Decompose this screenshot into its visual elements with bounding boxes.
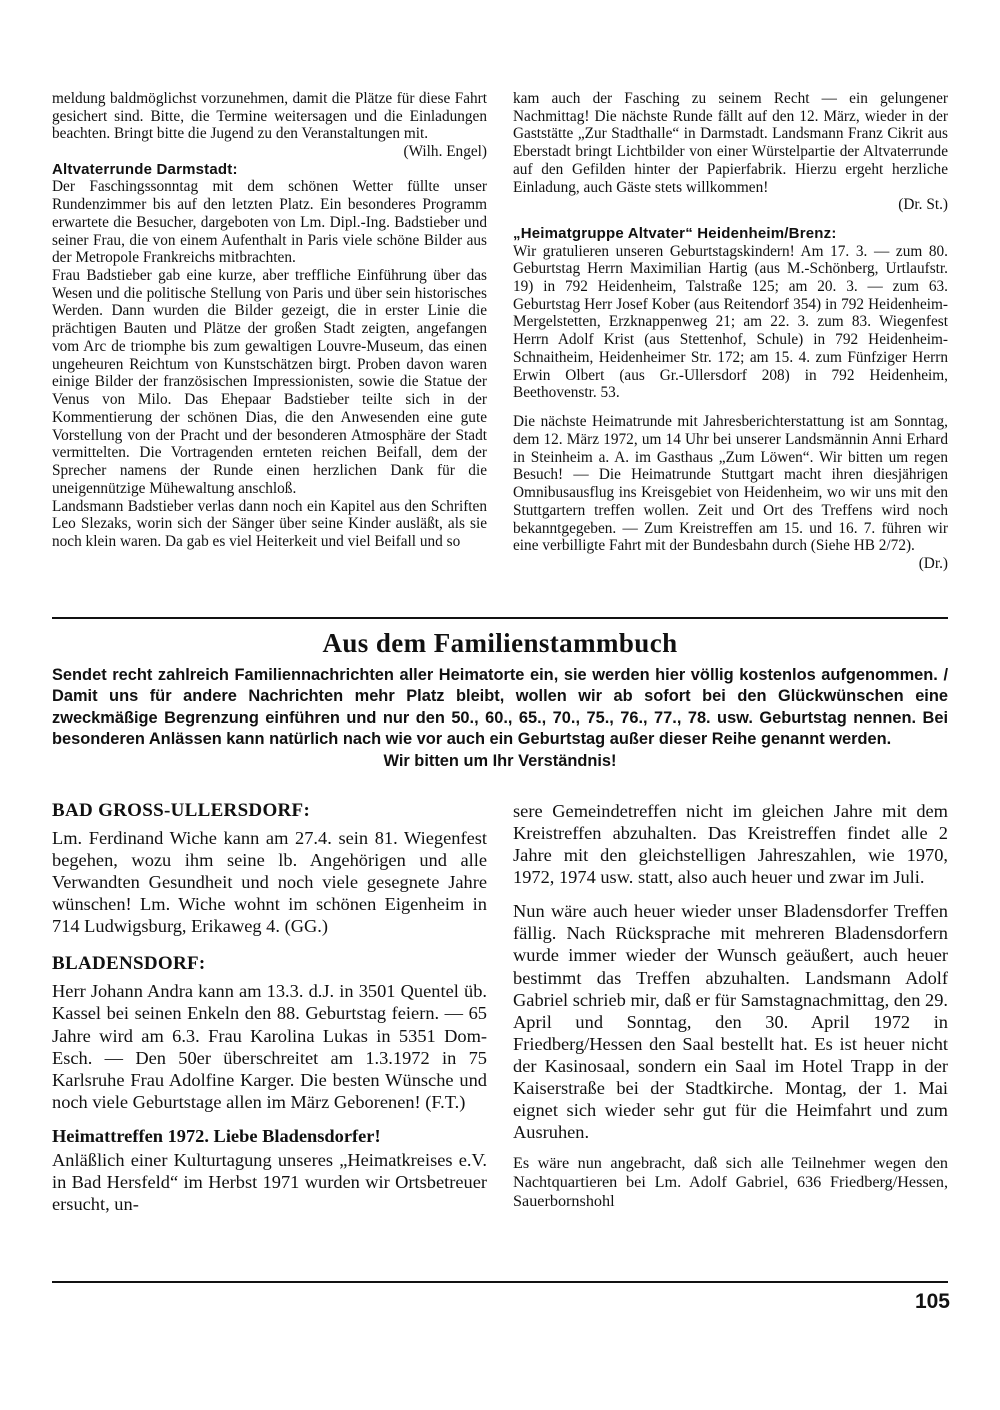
signature: (Dr. St.): [898, 196, 948, 214]
section-intro-last-line: Wir bitten um Ihr Verständnis!: [383, 751, 617, 770]
section-intro-text: Sendet recht zahlreich Familiennachrichten aller Heimatorte ein, sie werden hier völlig kostenlos aufgenommen. / Damit uns für andere Nachrichten mehr Platz bleibt, wollen wir ab sofort bei den Glückwünschen eine zweckmäßige Begrenzung einführen und nur den 50., 60., 65., 70., 75., 76., 77., 78. usw. Geburtstag nennen. Bei besonderen Anlässen kann natürlich nach wie vor auch ein Geburtstag außer dieser Reihe genannt werden.: [52, 666, 948, 749]
paragraph: Frau Badstieber gab eine kurze, aber treffliche Einführung über das Wesen und die politische Stellung von Paris und über sein historisches Werden. Dann wurden die Bilder gezeigt, die in erster Linie die prächtigen Bauten und Plätze der großen Stadt zeigten, angefangen vom Arc de triomphe bis zum gewaltigen Louvre-Museum, das einen ungeheuren Reichtum von Kunstschätzen birgt. Proben davon waren einige Bilder der französischen Impressionisten, sowie die Statue der Venus von Milo. Das Ehepaar Badstieber teilte sich in der Kommentierung der schönen Dias, die den Anwesenden eine gute Vorstellung von der Pracht und der besonderen Atmosphäre der Stadt vermittelten. Die Vortragenden ernteten reichen Beifall, dem der Sprecher namens der Runde einen herzlichen Dank für die uneigennützige Mühewaltung anschloß.: [52, 267, 487, 497]
subsection-heading: „Heimatgruppe Altvater“ Heidenheim/Brenz:: [513, 225, 837, 243]
subsection-heading: Altvaterrunde Darmstadt:: [52, 160, 238, 178]
divider-bottom: [52, 1281, 948, 1283]
paragraph: Anläßlich einer Kulturtagung unseres „Heimatkreises e.V. in Bad Hersfeld“ im Herbst 1971 wurden wir Ortsbetreuer ersucht, un-: [52, 1149, 487, 1215]
bottom-left-column: [52, 800, 487, 1215]
bottom-right-column: [513, 800, 948, 1215]
paragraph: Herr Johann Andra kann am 13.3. d.J. in 3501 Quentel üb. Kassel bei seinen Enkeln den 88. Geburtstag feiern. — 65 Jahre wird am 6.3. Frau Karolina Lukas in 5351 Dom-Esch. — Den 50er überschreitet am 1.3.1972 in 75 Karlsruhe Frau Adolfine Karger. Die besten Wünsche und noch viele Geburtstage allen im März Geborenen! (F.T.): [52, 981, 487, 1112]
paragraph: kam auch der Fasching zu seinem Recht — ein gelungener Nachmittag! Die nächste Runde fällt auf den 12. März, wieder in der Gaststätte „Zur Stadthalle“ in Darmstadt. Landsmann Franz Cikrit aus Eberstadt bringt Lichtbilder von einer Würstelpartie der Altvaterrunde auf den Gefilden hinter der Papierfabrik. Hierzu ergeht herzliche Einladung, auch Gäste stets willkommen!: [513, 90, 948, 196]
paragraph: Wir gratulieren unseren Geburtstagskindern! Am 17. 3. — zum 80. Geburtstag Herrn Maximilian Hartig (aus M.-Schönberg, Urtlaufstr. 19) in 792 Heidenheim, Talstraße 125; am 20. 3. — zum 63. Geburtstag Herr Josef Kober (aus Reitendorf 354) in 792 Heidenheim-Mergelstetten, Erzknappenweg 21; am 22. 3. zum 83. Wiegenfest Herrn Adolf Krist (aus Stettenhof, Schule) in 792 Heidenheim-Schnaitheim, Heidenheimer Str. 172; am 15. 4. zum Fünfziger Herrn Erwin Olbert (aus Gr.-Ullersdorf 208) in 792 Heidenheim, Beethovenstr. 53.: [513, 242, 948, 402]
top-left-column: [52, 90, 487, 573]
entry-heading-bladensdorf: BLADENSDORF:: [52, 953, 206, 975]
divider-top: [52, 617, 948, 619]
signature: (Wilh. Engel): [403, 143, 487, 161]
entry-heading-bad-gross-ullersdorf: BAD GROSS-ULLERSDORF:: [52, 800, 311, 821]
paragraph: Die nächste Heimatrunde mit Jahresberichterstattung ist am Sonntag, dem 12. März 1972, um 14 Uhr bei unserer Landsmännin Anni Erhard in Steinheim a. A. im Gasthaus „Zum Löwen“. Wir bitten um regen Besuch! — Die Heimatrunde Stuttgart macht ihren diesjährigen Omnibusausflug ins Kreisgebiet von Heidenheim, wo wir uns mit den Stuttgartern treffen wollen. Zeit und Ort des Treffens wird noch bekanntgegeben. — Zum Kreistreffen am 15. und 16. 7. führen wir eine verbilligte Fahrt mit der Bundesbahn durch (Siehe HB 2/72).: [513, 413, 948, 555]
bottom-columns: [52, 800, 948, 1215]
signature: (Dr.): [918, 555, 948, 573]
top-columns: [52, 90, 948, 573]
paragraph: Landsmann Badstieber verlas dann noch ein Kapitel aus den Schriften Leo Slezaks, worin sich der Sänger über seine Kinder ausläßt, als sie noch klein waren. Da gab es viel Heiterkeit und viel Beifall und so: [52, 497, 487, 551]
paragraph: Der Faschingssonntag mit dem schönen Wetter füllte unser Rundenzimmer bis auf den letzten Platz. Ein besonderes Programm erwartete die Besucher, dargeboten von Lm. Dipl.-Ing. Badstieber und seiner Frau, die von einem Aufenthalt in Paris viele schöne Bilder aus der Metropole Frankreichs mitbrachten.: [52, 178, 487, 267]
paragraph: Es wäre nun angebracht, daß sich alle Teilnehmer wegen den Nachtquartieren bei Lm. Adolf Gabriel, 636 Friedberg/Hessen, Sauerbornshohl: [513, 1154, 948, 1211]
paragraph: meldung baldmöglichst vorzunehmen, damit die Plätze für diese Fahrt gesichert sind. Bitte, die Termine weitersagen und die Einladungen beachten. Bringt bitte die Jugend zu den Veranstaltungen mit.: [52, 90, 487, 143]
paragraph: Lm. Ferdinand Wiche kann am 27.4. sein 81. Wiegenfest begehen, wozu ihm seine lb. Angehörigen und alle Verwandten Gesundheit und noch viele gesegnete Jahre wünschen! Lm. Wiche wohnt im schönen Eigenheim in 714 Ludwigsburg, Erikaweg 4. (GG.): [52, 828, 487, 937]
top-right-column: [513, 90, 948, 573]
section-title: Aus dem Familienstammbuch: [322, 628, 678, 658]
section-intro: [52, 665, 948, 772]
page-number: 105: [914, 1290, 950, 1313]
paragraph: sere Gemeindetreffen nicht im gleichen Jahre mit dem Kreistreffen abzuhalten. Das Kreistreffen findet alle 2 Jahre mit den gleichstelligen Jahreszahlen, wie 1970, 1972, 1974 usw. statt, also auch heuer und zwar im Juli.: [513, 801, 948, 888]
entry-subheading-heimattreffen: Heimattreffen 1972. Liebe Bladensdorfer!: [52, 1125, 381, 1146]
paragraph: Nun wäre auch heuer wieder unser Bladensdorfer Treffen fällig. Nach Rücksprache mit mehreren Bladensdorfern wurde immer wieder der Wunsch geäußert, auch heuer bestimmt das Treffen abzuhalten. Landsmann Adolf Gabriel schrieb mir, daß er für Samstagnachmittag, den 29. April und Sonntag, den 30. April 1972 in Friedberg/Hessen den Saal bestellt hat. Es ist heuer nicht der Kasinosaal, sondern ein Saal im Hotel Trapp in der Kaiserstraße bei der Stadtkirche. Montag, der 1. Mai eignet sich wieder sehr gut für die Heimfahrt und zum Ausruhen.: [513, 901, 948, 1143]
